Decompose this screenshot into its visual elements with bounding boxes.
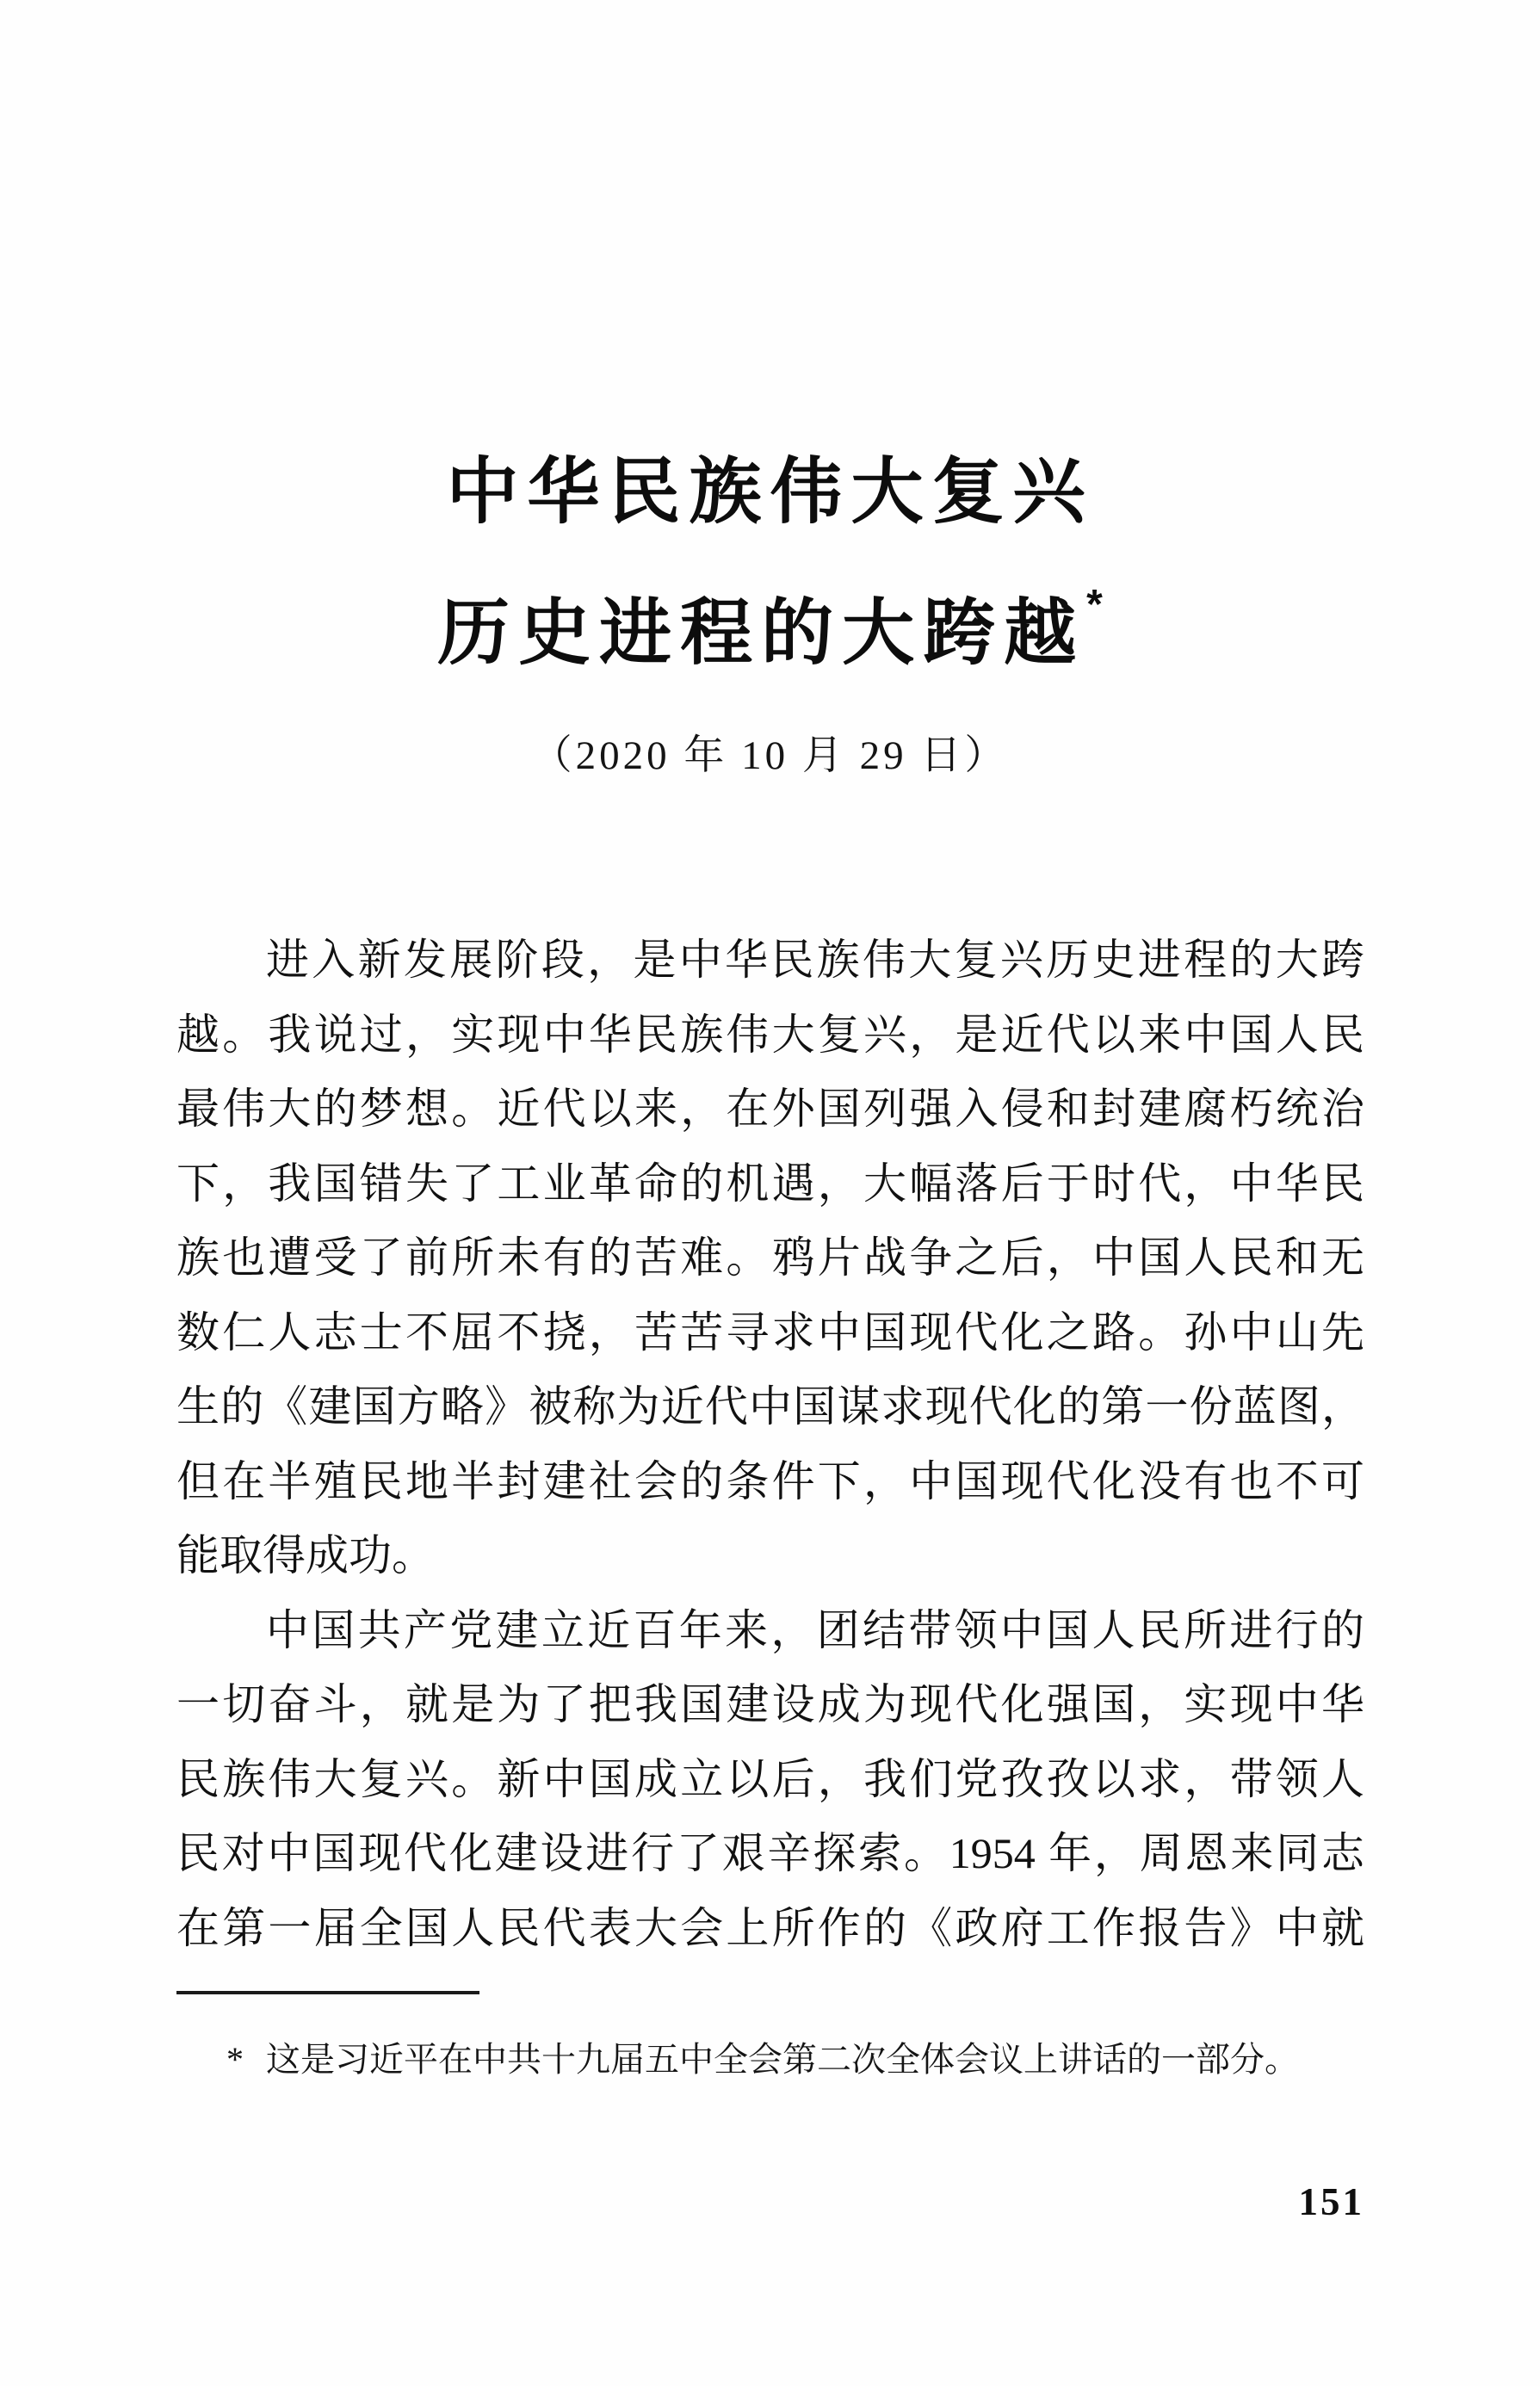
body-line: 越。我说过，实现中华民族伟大复兴，是近代以来中国人民 — [176, 1010, 1364, 1059]
body-line: 生的《建国方略》被称为近代中国谋求现代化的第一份蓝图， — [176, 1382, 1364, 1431]
footnote-divider — [176, 1991, 479, 1994]
page-number: 151 — [1298, 2180, 1364, 2223]
body-line: 下，我国错失了工业革命的机遇，大幅落后于时代，中华民 — [176, 1159, 1364, 1208]
title-line-2-text: 历史进程的大跨越 — [437, 592, 1085, 673]
page-title — [0, 435, 1540, 689]
body-line: 中国共产党建立近百年来，团结带领中国人民所进行的 — [266, 1605, 1364, 1654]
title-footnote-marker: * — [1086, 582, 1103, 627]
body-line: 民对中国现代化建设进行了艰辛探索。1954 年，周恩来同志 — [176, 1829, 1364, 1877]
body-line: 在第一届全国人民代表大会上所作的《政府工作报告》中就 — [176, 1903, 1364, 1952]
footnote — [176, 2036, 1364, 2084]
body-line: 族也遭受了前所未有的苦难。鸦片战争之后，中国人民和无 — [176, 1233, 1364, 1282]
body-line: 能取得成功。 — [176, 1531, 435, 1579]
body-text — [176, 923, 1364, 1965]
date-line: （2020 年 10 月 29 日） — [531, 733, 1009, 778]
title-line-1: 中华民族伟大复兴 — [446, 451, 1094, 532]
body-line: 进入新发展阶段，是中华民族伟大复兴历史进程的大跨 — [266, 936, 1364, 984]
title-line-2 — [0, 548, 1540, 689]
body-line: 民族伟大复兴。新中国成立以后，我们党孜孜以求，带领人 — [176, 1754, 1364, 1803]
body-line: 数仁人志士不屈不挠，苦苦寻求中国现代化之路。孙中山先 — [176, 1307, 1364, 1357]
body-line: 但在半殖民地半封建社会的条件下，中国现代化没有也不可 — [176, 1456, 1364, 1505]
body-line: 一切奋斗，就是为了把我国建设成为现代化强国，实现中华 — [176, 1680, 1364, 1728]
footnote-marker: * — [226, 2040, 244, 2079]
body-line: 最伟大的梦想。近代以来，在外国列强入侵和封建腐朽统治 — [176, 1085, 1364, 1133]
footnote-text: 这是习近平在中共十九届五中全会第二次全体会议上讲话的一部分。 — [266, 2040, 1299, 2079]
